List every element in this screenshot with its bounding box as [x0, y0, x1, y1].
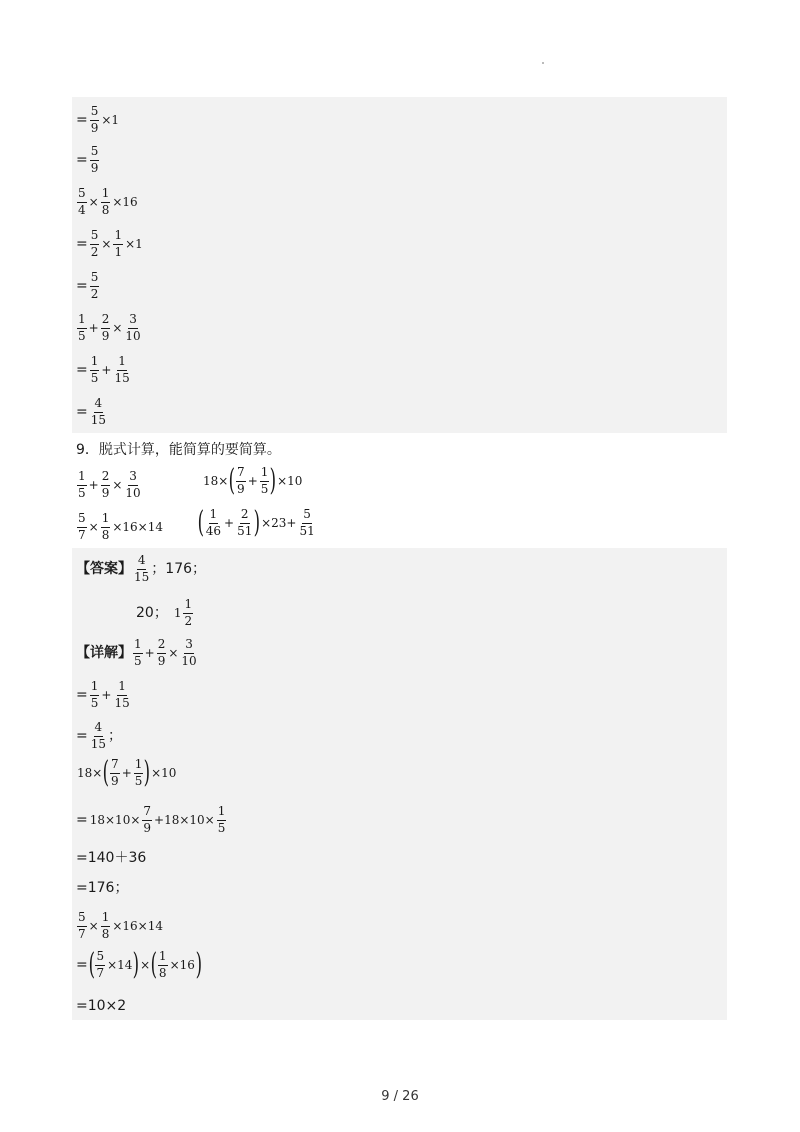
denominator: 9	[101, 485, 110, 500]
detail-label: 【详解】	[76, 645, 132, 662]
denominator: 5	[134, 773, 143, 788]
detail-line	[76, 805, 227, 836]
mixed-number-whole: 1	[173, 606, 182, 621]
numerator: 5	[95, 950, 105, 966]
open-paren: (	[88, 947, 95, 983]
numerator: 1	[101, 911, 111, 927]
expression-text: ×1	[125, 237, 143, 252]
answer-label: 【答案】	[76, 561, 132, 578]
stray-mark	[542, 62, 544, 64]
denominator: 9	[111, 773, 119, 788]
numerator: 1	[260, 466, 270, 482]
numerator: 1	[117, 680, 127, 696]
denominator: 5	[78, 328, 86, 343]
fraction	[113, 229, 123, 260]
operator: ×	[88, 520, 99, 535]
answer-text: 20；	[136, 605, 168, 622]
operator: +	[121, 766, 132, 781]
fraction	[113, 355, 130, 386]
fraction	[133, 554, 150, 585]
expression-text: 18×	[203, 474, 229, 489]
denominator: 1	[114, 244, 123, 259]
step-line	[76, 397, 108, 428]
numerator: 2	[240, 508, 250, 524]
fraction	[183, 598, 193, 629]
fraction	[90, 145, 100, 176]
operator: +	[144, 646, 155, 661]
fraction	[95, 950, 105, 981]
numerator: 5	[77, 187, 87, 203]
expression-text: ×14	[107, 958, 133, 973]
expression-text: ×16×14	[112, 919, 163, 934]
denominator: 7	[78, 926, 86, 941]
denominator: 15	[134, 569, 150, 584]
denominator: 15	[114, 370, 130, 385]
answer-line-2	[136, 598, 194, 629]
denominator: 7	[78, 527, 86, 542]
close-paren: )	[253, 505, 261, 541]
fraction	[124, 313, 141, 344]
fraction	[157, 638, 167, 669]
operator: +	[88, 478, 99, 493]
numerator: 4	[94, 721, 104, 737]
open-paren: (	[228, 463, 236, 499]
fraction	[298, 508, 315, 539]
denominator: 51	[299, 523, 315, 538]
denominator: 5	[217, 820, 226, 835]
numerator: 7	[236, 466, 246, 482]
numerator: 1	[158, 950, 168, 966]
operator: +	[101, 688, 112, 703]
fraction	[236, 466, 246, 497]
operator: ×	[168, 646, 179, 661]
fraction	[101, 470, 111, 501]
numerator: 1	[217, 805, 227, 821]
fraction	[133, 638, 143, 669]
equals-sign: =	[76, 278, 88, 295]
numerator: 3	[128, 313, 138, 329]
fraction	[101, 512, 111, 543]
denominator: 7	[96, 965, 105, 980]
question-text: 9．脱式计算，能简算的要简算。	[76, 442, 281, 458]
fraction	[217, 805, 227, 836]
page-number: 9 / 26	[381, 1089, 419, 1104]
expression-text: ×16	[112, 195, 138, 210]
fraction	[180, 638, 197, 669]
step-line	[76, 355, 132, 386]
fraction	[205, 508, 222, 539]
answer-line	[76, 554, 206, 585]
denominator: 5	[134, 653, 142, 668]
numerator: 1	[117, 355, 127, 371]
operator: ×	[112, 321, 123, 336]
fraction	[110, 758, 120, 789]
answer-text: ；176；	[151, 561, 207, 578]
operator: +	[101, 363, 112, 378]
fraction	[77, 313, 87, 344]
denominator: 5	[260, 481, 269, 496]
previous-solution-panel	[72, 97, 727, 433]
numerator: 1	[77, 313, 87, 329]
detail-line	[76, 680, 132, 711]
detail-line	[76, 999, 126, 1013]
numerator: 5	[90, 271, 100, 287]
denominator: 9	[90, 160, 99, 175]
denominator: 5	[78, 485, 86, 500]
equals-sign: =	[76, 728, 88, 745]
denominator: 2	[90, 244, 99, 259]
fraction	[90, 355, 100, 386]
equals-sign: =	[76, 812, 88, 829]
fraction	[236, 508, 253, 539]
denominator: 10	[181, 653, 197, 668]
problem-2	[202, 463, 303, 499]
numerator: 3	[184, 638, 194, 654]
step-line	[76, 313, 143, 344]
equals-sign: =	[76, 112, 88, 129]
denominator: 4	[78, 202, 86, 217]
detail-line	[76, 911, 164, 942]
expression-text: ×16	[169, 958, 195, 973]
fraction	[90, 397, 107, 428]
operator: ×	[140, 958, 151, 973]
denominator: 9	[101, 328, 110, 343]
expression-text: ×16×14	[112, 520, 163, 535]
fraction	[101, 911, 111, 942]
denominator: 10	[125, 328, 141, 343]
expression-text: 18×	[77, 766, 103, 781]
numerator: 5	[77, 911, 87, 927]
fraction	[77, 187, 87, 218]
numerator: 1	[209, 508, 219, 524]
question-title	[76, 443, 281, 457]
close-paren: )	[195, 947, 202, 983]
numerator: 1	[133, 638, 143, 654]
expression-text: ×23+	[261, 516, 297, 531]
step-line	[76, 187, 139, 218]
denominator: 9	[90, 120, 99, 135]
numerator: 1	[183, 598, 193, 614]
equals-sign: =	[76, 687, 88, 704]
equals-sign: =	[76, 236, 88, 253]
numerator: 7	[142, 805, 152, 821]
expression-text: =176；	[76, 880, 129, 896]
fraction	[90, 229, 100, 260]
denominator: 15	[90, 736, 107, 751]
fraction	[77, 512, 87, 543]
numerator: 4	[94, 397, 104, 413]
equals-sign: =	[76, 152, 88, 169]
numerator: 7	[110, 758, 120, 774]
operator: +	[88, 321, 99, 336]
denominator: 5	[90, 695, 99, 710]
numerator: 5	[90, 229, 100, 245]
operator: ×	[101, 237, 112, 252]
punctuation: ；	[108, 728, 123, 745]
fraction	[124, 470, 141, 501]
numerator: 1	[90, 355, 100, 371]
numerator: 2	[101, 470, 111, 486]
fraction	[142, 805, 152, 836]
numerator: 1	[90, 680, 100, 696]
numerator: 5	[302, 508, 312, 524]
expression-text: +18×10×	[154, 813, 215, 828]
step-line	[76, 105, 120, 136]
denominator: 8	[101, 527, 110, 542]
fraction	[158, 950, 168, 981]
numerator: 1	[101, 512, 111, 528]
problem-4	[197, 505, 317, 541]
equals-sign: =	[76, 362, 88, 379]
detail-line	[76, 721, 122, 752]
equals-sign: =	[76, 957, 88, 974]
fraction	[90, 105, 100, 136]
numerator: 2	[157, 638, 167, 654]
denominator: 51	[237, 523, 253, 538]
close-paren: )	[133, 947, 140, 983]
step-line	[76, 229, 144, 260]
expression-text: 18×10×	[89, 813, 141, 828]
fraction	[77, 911, 87, 942]
denominator: 2	[90, 286, 99, 301]
fraction	[113, 680, 130, 711]
detail-line	[76, 947, 202, 983]
numerator: 4	[137, 554, 147, 570]
numerator: 5	[90, 145, 100, 161]
numerator: 2	[101, 313, 111, 329]
problem-3	[76, 512, 164, 543]
problem-1	[76, 470, 143, 501]
fraction	[90, 271, 100, 302]
expression-text: ×1	[101, 113, 120, 128]
open-paren: (	[197, 505, 205, 541]
detail-line	[76, 881, 128, 895]
operator: ×	[88, 195, 99, 210]
equals-sign: =	[76, 404, 88, 421]
denominator: 2	[184, 613, 193, 628]
denominator: 5	[90, 370, 99, 385]
fraction	[90, 680, 100, 711]
expression-text: =10×2	[76, 998, 127, 1014]
denominator: 9	[143, 820, 152, 835]
operator: ×	[88, 919, 99, 934]
close-paren: )	[270, 463, 277, 499]
numerator: 1	[77, 470, 87, 486]
numerator: 5	[90, 105, 100, 121]
operator: +	[247, 474, 258, 489]
fraction	[101, 313, 111, 344]
detail-line	[76, 755, 177, 791]
numerator: 5	[77, 512, 87, 528]
fraction	[77, 470, 87, 501]
denominator: 8	[101, 926, 110, 941]
expression-text: =140＋36	[76, 850, 147, 866]
close-paren: )	[144, 755, 151, 791]
denominator: 46	[205, 523, 221, 538]
step-line	[76, 271, 100, 302]
denominator: 8	[101, 202, 110, 217]
numerator: 1	[134, 758, 144, 774]
operator: ×	[112, 478, 123, 493]
denominator: 8	[158, 965, 167, 980]
open-paren: (	[150, 947, 158, 983]
denominator: 15	[90, 412, 107, 427]
denominator: 9	[237, 481, 245, 496]
fraction	[134, 758, 144, 789]
fraction	[101, 187, 111, 218]
step-line	[76, 145, 100, 176]
detail-line	[76, 851, 146, 865]
denominator: 15	[114, 695, 130, 710]
numerator: 1	[113, 229, 123, 245]
numerator: 3	[128, 470, 138, 486]
expression-text: ×10	[277, 474, 303, 489]
open-paren: (	[102, 755, 110, 791]
detail-line	[76, 638, 199, 669]
expression-text: ×10	[151, 766, 177, 781]
fraction	[260, 466, 270, 497]
operator: +	[224, 516, 235, 531]
fraction	[90, 721, 107, 752]
denominator: 10	[125, 485, 141, 500]
numerator: 1	[101, 187, 111, 203]
denominator: 9	[157, 653, 166, 668]
